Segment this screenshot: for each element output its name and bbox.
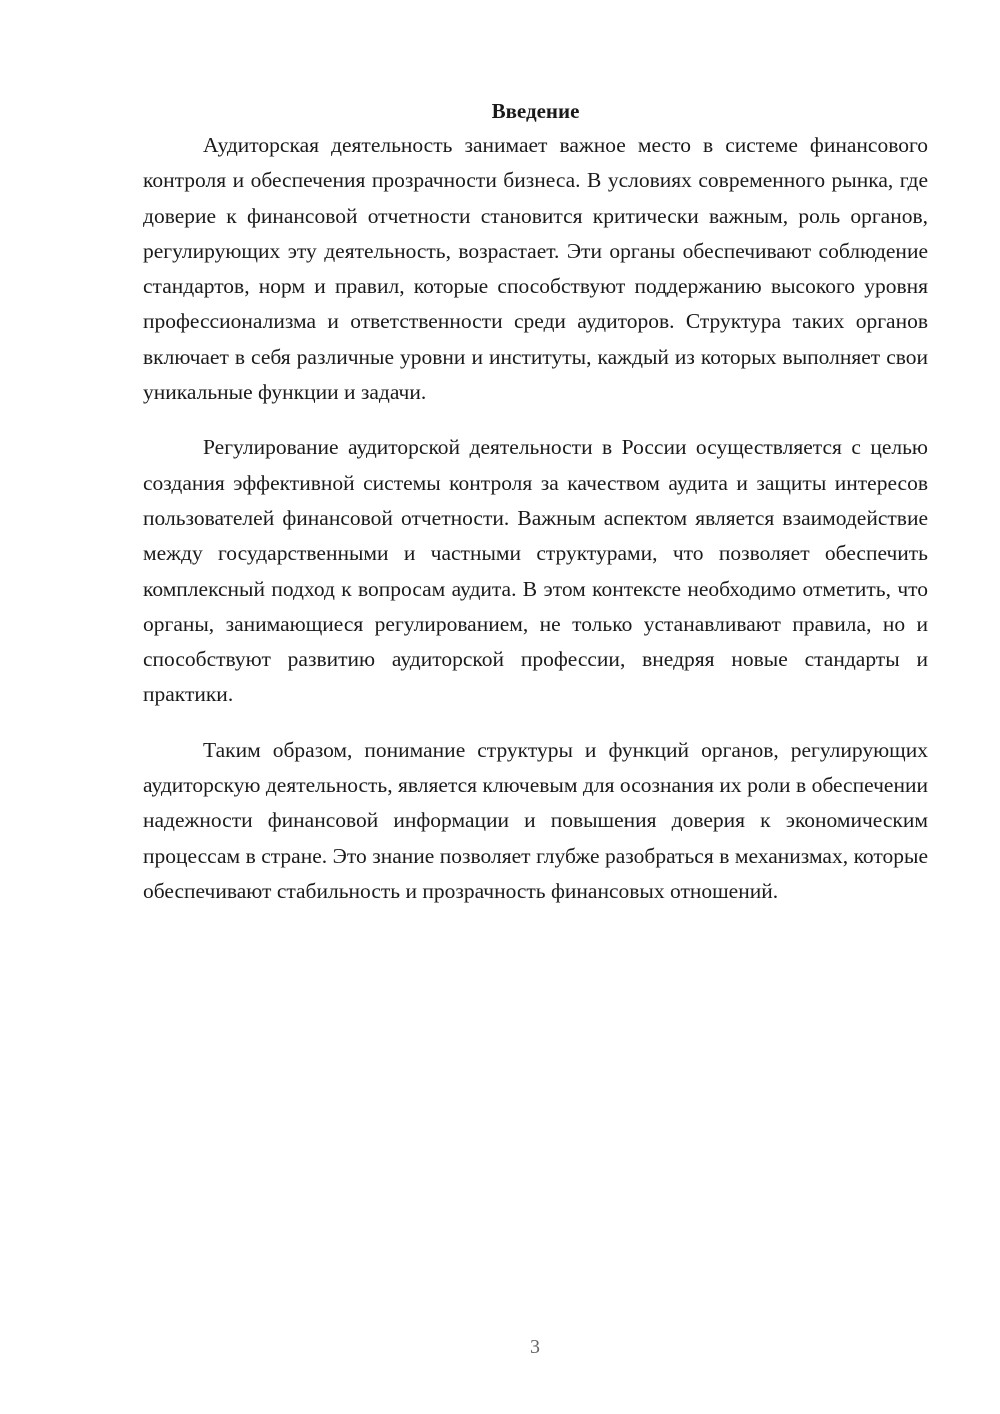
page-content bbox=[143, 96, 928, 929]
paragraph-3: Таким образом, понимание структуры и функций органов, регулирующих аудиторскую деятельность, является ключевым для осознания их роли в обеспечении надежности финансовой информации и повышения доверия к экономическим процессам в стране. Это знание позволяет глубже разобраться в механизмах, которые обеспечивают стабильность и прозрачность финансовых отношений. bbox=[143, 737, 928, 903]
paragraph-1: Аудиторская деятельность занимает важное место в системе финансового контроля и обеспечения прозрачности бизнеса. В условиях современного рынка, где доверие к финансовой отчетности становится критически важным, роль органов, регулирующих эту деятельность, возрастает. Эти органы обеспечивают соблюдение стандартов, норм и правил, которые способствуют поддержанию высокого уровня профессионализма и ответственности среди аудиторов. Структура таких органов включает в себя различные уровни и институты, каждый из которых выполняет свои уникальные функции и задачи. bbox=[143, 133, 928, 405]
section-title: Введение bbox=[491, 99, 580, 123]
page-number: 3 bbox=[530, 1336, 540, 1358]
paragraph-2: Регулирование аудиторской деятельности в России осуществляется с целью создания эффективной системы контроля за качеством аудита и защиты интересов пользователей финансовой отчетности. Важным аспектом является взаимодействие между государственными и частными структурами, что позволяет обеспечить комплексный подход к вопросам аудита. В этом контексте необходимо отметить, что органы, занимающиеся регулированием, не только устанавливают правила, но и способствуют развитию аудиторской профессии, внедряя новые стандарты и практики. bbox=[143, 435, 928, 707]
